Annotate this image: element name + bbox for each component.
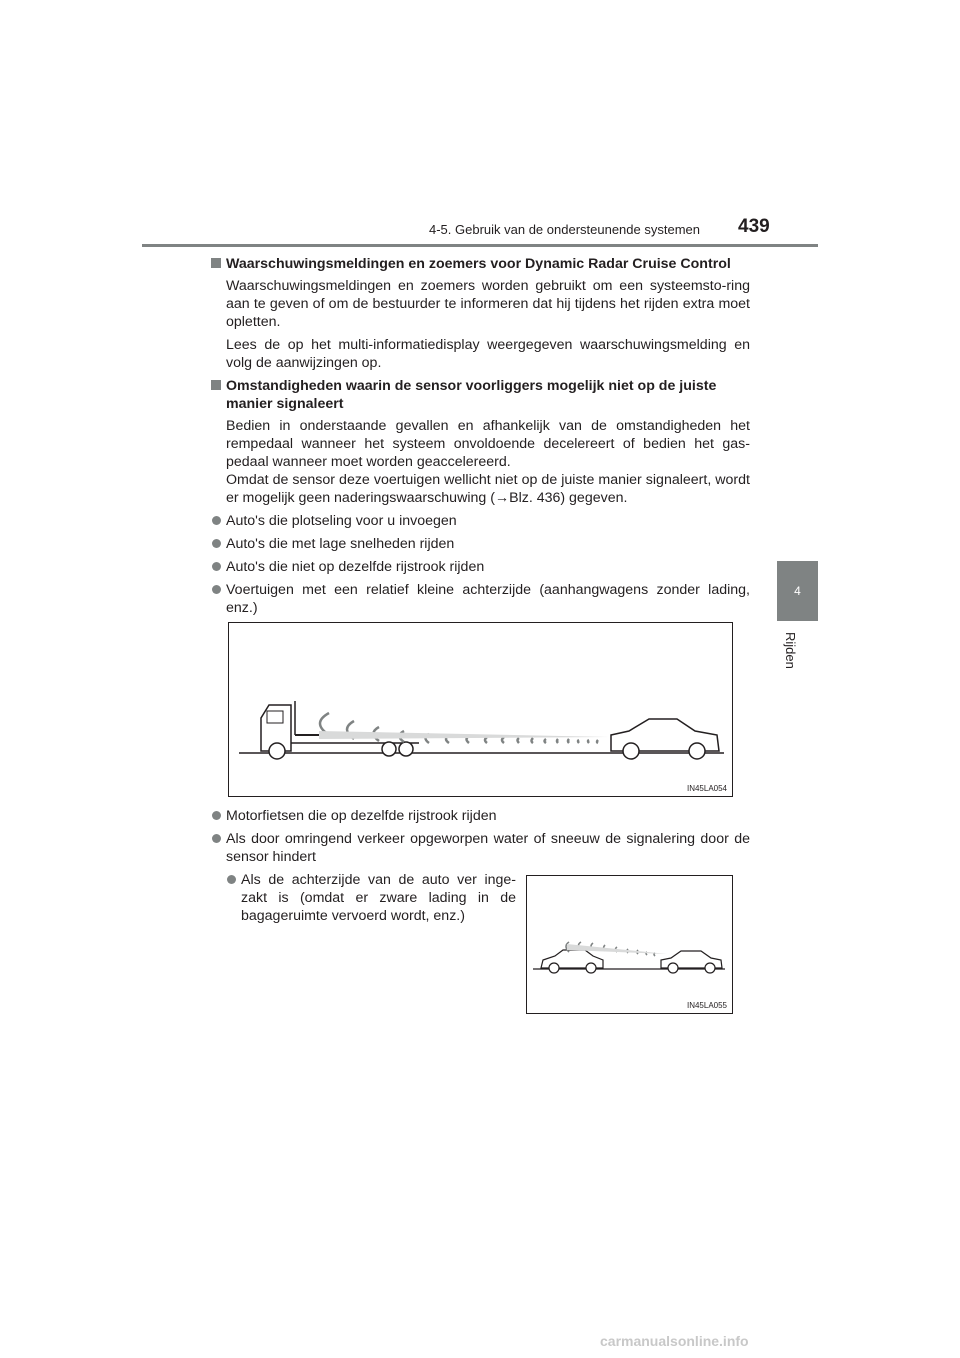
circle-bullet-icon [212,834,221,843]
header-rule [142,244,818,247]
illustration-trailer-detection [228,622,733,797]
square-bullet-icon [211,380,221,390]
list-item [211,512,750,530]
circle-bullet-icon [212,562,221,571]
list-item-text: Auto's die met lage snelheden rijden [226,536,455,552]
figure-code: IN45LA054 [686,784,727,793]
paragraph: Bedien in onderstaande gevallen en afhankelijk van de omstandigheden het rempedaal wanneer het systeem onvoldoende decelereert of bedien het gas-pedaal wanneer moet worden geaccelereerd. [226,418,750,470]
chapter-tab: 4 [777,561,818,621]
list-item-text: Motorfietsen die op dezelfde rijstrook rijden [226,808,497,824]
trailer-car-drawing [229,623,732,796]
section-heading [211,377,750,413]
circle-bullet-icon [212,811,221,820]
section-heading [211,255,750,273]
circle-bullet-icon [212,585,221,594]
list-item-text: Auto's die niet op dezelfde rijstrook rijden [226,559,485,575]
list-item [211,807,750,825]
circle-bullet-icon [212,516,221,525]
section-title: 4-5. Gebruik van de ondersteunende systemen [428,222,700,237]
paragraph: Lees de op het multi-informatiedisplay weergegeven waarschuwingsmelding en volg de aanwijzingen op. [226,337,750,371]
chapter-label: Rijden [783,632,798,669]
list-item-text: Als de achterzijde van de auto ver inge-zakt is (omdat er zware lading in de bagageruimte vervoerd wordt, enz.) [241,872,516,924]
figure-code: IN45LA055 [686,1001,727,1010]
list-continued [211,807,750,871]
main-content [211,255,750,622]
list-item-text: Voertuigen met een relatief kleine achterzijde (aanhangwagens zonder lading, enz.) [226,582,750,616]
heading-text: Waarschuwingsmeldingen en zoemers voor Dynamic Radar Cruise Control [226,256,731,272]
list-item [211,581,750,617]
heading-text: Omstandigheden waarin de sensor voorliggers mogelijk niet op de juiste manier signaleert [226,378,717,412]
list-item-text: Als door omringend verkeer opgeworpen water of sneeuw de signalering door de sensor hindert [226,831,750,865]
watermark: carmanualsonline.info [600,1333,749,1349]
circle-bullet-icon [212,539,221,548]
list-item [211,535,750,553]
circle-bullet-icon [227,875,236,884]
list-item [211,830,750,866]
list-item-body [226,871,516,925]
list-item [211,558,750,576]
square-bullet-icon [211,258,221,268]
paragraph: Waarschuwingsmeldingen en zoemers worden gebruikt om een systeemsto-ring aan te geven of om de bestuurder te informeren dat hij tijdens het rijden extra moet opletten. [226,278,750,330]
page-number: 439 [738,216,770,237]
list-item-text: Auto's die plotseling voor u invoegen [226,513,457,529]
list-item [226,871,516,930]
paragraph: Omdat de sensor deze voertuigen wellicht niet op de juiste manier signaleert, wordt er mogelijk geen naderingswaarschuwing (→Blz. 436) gegeven. [226,472,750,506]
two-cars-drawing [527,876,732,1013]
illustration-low-rear-car [526,875,733,1014]
